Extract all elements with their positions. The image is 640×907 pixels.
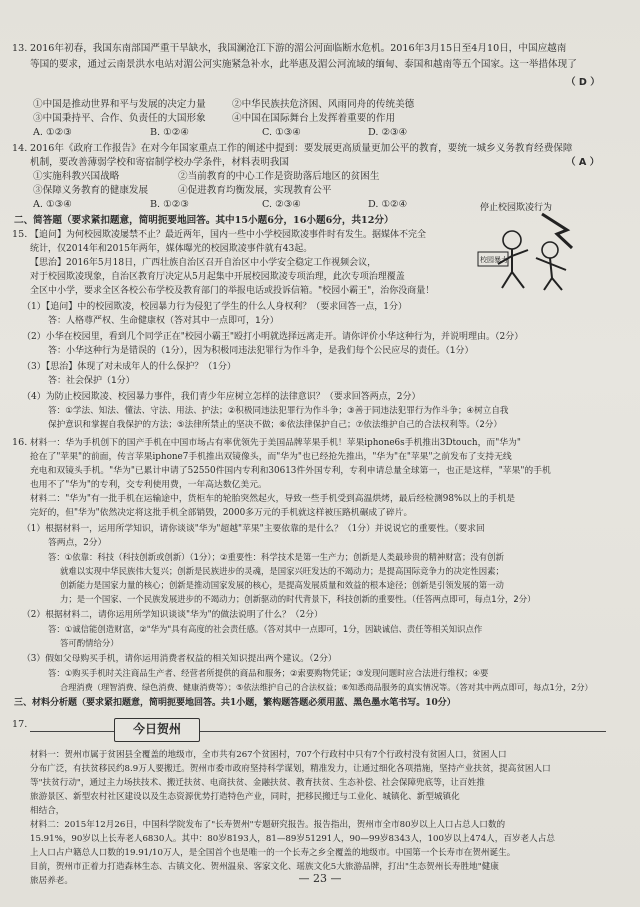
q17-number: 17. [12, 719, 28, 730]
q13-option-1: ①中国是推动世界和平与发展的决定力量 [33, 99, 206, 110]
q15-para1-line2: 统计，仅2014年和2015年两年，媒体曝光的校园欺凌事件就有43起。 [30, 244, 313, 254]
q15-sub4-answer-line1: 答：①学法、知法、懂法、守法、用法、护法；②积极同违法犯罪行为作斗争；③善于同违法犯罪行为作斗争；④树立自我 [48, 406, 509, 416]
q14-choice-d: D. ①②④ [368, 199, 408, 210]
q15-para1-line1: 【追问】为何校园欺凌屡禁不止？最近两年，国内一些中小学校园欺凌事件时有发生。据媒体不完全 [30, 230, 427, 240]
q14-option-4: ④促进教育均衡发展，实现教育公平 [178, 185, 332, 196]
q16-sub3-answer-line1: 答：①购买手机时关注商品生产者、经营者所提供的商品和服务；②索要购物凭证；③发现问题时应合法进行维权；④要 [48, 668, 489, 678]
q15-sub1-answer: 答：人格尊严权、生命健康权（答对其中一点即可，1分） [48, 316, 279, 326]
anti-bullying-cartoon [472, 200, 592, 292]
q16-sub1-answer-line3: 创新能力是国家力量的核心；创新是推动国家发展的核心，是提高发展质量和效益的根本途径；创新是引领发展的第一动 [60, 580, 504, 590]
q17-material2-line2: 15.91%，90岁以上长寿老人6830人。其中：80岁8193人，81—89岁51291人，90—99岁8343人，100岁以上474人，百岁老人占总 [30, 834, 555, 844]
q13-option-4: ④中国在国际舞台上发挥着重要的作用 [232, 113, 396, 124]
q15-para2-line2: 对于校园欺凌现象，自治区教育厅决定从5月起集中开展校园欺凌专项治理，此次专项治理覆盖 [30, 272, 405, 282]
q13-answer: （ D ） [566, 77, 600, 88]
q13-choice-b: B. ①②④ [150, 127, 189, 138]
q14-option-2: ②当前教育的中心工作是资助落后地区的贫困生 [178, 171, 380, 182]
q17-material2-line4: 目前，贺州市正着力打造森林生态、古镇文化、贺州温泉、客家文化、瑶族文化5大旅游品牌，打出"生态贺州长寿胜地"健康 [30, 862, 499, 872]
q16-sub2-answer-line1: 答：①诚信能创造财富，②"华为"具有高度的社会责任感。（答对其中一点即可，1分，因缺诚信、责任等相关知识点作 [48, 624, 483, 634]
q16-material1-line3: 充电和双镜头手机。"华为"已累计申请了52550件国内专利和30613件外国专利，专利申请总量全球第一，也正是这样，"苹果"的手机 [30, 466, 551, 476]
q17-material1-line2: 分布广泛，有扶贫移民约8.9万人要搬迁。贺州市委市政府坚持科学谋划，精准发力，让通过细化各项措施，坚持产业扶贫，提高贫困人口 [30, 764, 551, 774]
q13-choice-d: D. ②③④ [368, 127, 408, 138]
q16-material1-line2: 抢在了"苹果"的前面，传言苹果iphone7手机推出双镜像头，而"华为"也已经抢先推出，"华为"在"苹果"之前发布了支持无线 [30, 452, 512, 462]
q16-number: 16. [12, 437, 28, 448]
q13-option-3: ③中国秉持平、合作、负责任的大国形象 [33, 113, 206, 124]
q14-choice-b: B. ①②③ [150, 199, 189, 210]
q15-sub3-answer: 答：社会保护（1分） [48, 376, 135, 386]
q16-sub3-question: （3）假如父母购买手机，请你运用消费者权益的相关知识提出两个建议。（2分） [22, 654, 337, 664]
q16-material2-line2: 完好的，但"华为"依然决定将这批手机全部销毁，2000多万元的手机就这样被压路机碾成了碎片。 [30, 508, 413, 518]
q17-material1-line5: 相结合， [30, 806, 65, 816]
q16-material2-line1: 材料二："华为"有一批手机在运输途中，货柜车的轮胎突然起火，导致一些手机受到高温烘烤，最后经检测98%以上的手机是 [30, 494, 516, 504]
q15-sub4-answer-line2: 保护意识和掌握自我保护的方法；⑤法律所禁止的坚决不做；⑥依法律保护自己；⑦依法维护自己的合法权利等。（2分） [48, 420, 502, 430]
q16-sub2-answer-line2: 答可酌情给分） [60, 638, 119, 648]
q17-material1-line1: 材料一：贺州市属于贫困县全覆盖的地级市，全市共有267个贫困村，707个行政村中只有7个行政村没有贫困人口，贫困人口 [30, 750, 507, 760]
q16-sub2-question: （2）根据材料二，请你运用所学知识谈谈"华为"的做法说明了什么？（2分） [22, 610, 323, 620]
q17-material2-line3: 上人口占户籍总人口数的19.91/10万人，是全国首个也是唯一的一个长寿之乡全覆盖的地级市。中国第一个长寿市在贺州诞生。 [30, 848, 516, 858]
q14-option-3: ③保障义务教育的健康发展 [33, 185, 149, 196]
q15-number: 15. [12, 229, 28, 240]
cartoon-caption: 停止校园欺凌行为 [480, 203, 553, 213]
q17-material2-line1: 材料二：2015年12月26日，中国科学院发布了"长寿贺州"专题研究报告。报告指出，贺州市全市80岁以上人口占总人口数的 [30, 820, 506, 830]
q14-number: 14. [12, 143, 28, 154]
q15-sub4-question: （4）为防止校园欺凌、校园暴力事件，我们青少年应树立怎样的法律意识？（要求回答两点，2分） [22, 392, 421, 402]
q16-material1-line1: 材料一：华为手机创下的国产手机在中国市场占有率优领先于美国品牌苹果手机！苹果iphone6s手机推出3Dtouch，而"华为" [30, 438, 521, 448]
q13-choice-c: C. ①③④ [262, 127, 301, 138]
q16-material1-line4: 也用不了"华为"的专利，交专利使用费，一年高达数亿美元。 [30, 480, 267, 490]
q16-sub1-answer-line2: 就难以实现中华民族伟大复兴；创新是民族进步的灵魂，是国家兴旺发达的不竭动力；是提高国际竞争力的决定性因素； [60, 566, 504, 576]
q17-material1-line4: 旅游景区、新型农村社区建设以及生态资源优势打造特色产业，同时，把移民搬迁与工业化、城镇化、新型城镇化 [30, 792, 460, 802]
q13-number: 13. [12, 43, 28, 54]
q14-stem-line1: 2016年《政府工作报告》在对今年国家重点工作的阐述中提到：要发展更高质量更加公平的教育，要统一城乡义务教育经费保障 [30, 143, 573, 154]
q14-choice-a: A. ①③④ [33, 199, 72, 210]
q17-title-box: 今日贺州 [114, 718, 200, 742]
q13-choice-a: A. ①②③ [33, 127, 72, 138]
section-3-heading: 三、材料分析题（要求紧扣题意，简明扼要地回答。共1小题，繁构题答题必须用蓝、黑色墨水笔书写。10分） [14, 698, 456, 708]
q17-material2-line5: 旅居养老。 [30, 876, 73, 886]
q16-sub1-answer-line1: 答：①依靠：科技（科技创新或创新）（1分）；②重要性：科学技术是第一生产力；创新是人类最珍贵的精神财富；没有创新 [48, 552, 504, 562]
q17-material1-line3: 等"扶贫行动"，通过主力场扶技术、搬迁扶贫、电商扶贫、金融扶贫、教育扶贫、生态补偿、社会保障兜底等，让百姓推 [30, 778, 485, 788]
q14-stem-line2: 机制，要改善薄弱学校和寄宿制学校办学条件，材料表明我国 [30, 157, 290, 168]
q15-sub3-question: （3）【思治】体现了对未成年人的什么保护？（1分） [22, 362, 236, 372]
q16-sub1-question: （1）根据材料一，运用所学知识，请你谈谈"华为"超越"苹果"主要依靠的是什么？（1分）并说说它的重要性。（要求回 [22, 524, 485, 534]
q16-sub3-answer-line2: 合理消费（理智消费、绿色消费、健康消费等）；⑤依法维护自己的合法权益；⑥知悉商品服务的真实情况等。（答对其中两点即可，每点1分，2分） [60, 682, 593, 692]
q15-para2-line3: 全区中小学，要求全区各校公布学校及教育部门的举报电话或投诉信箱。"校园小霸王"，治你没商量！ [30, 286, 435, 296]
q16-sub1-question-cont: 答两点，2分） [48, 538, 107, 548]
section-2-heading: 二、简答题（要求紧扣题意，简明扼要地回答。其中15小题6分，16小题6分，共12分） [14, 215, 394, 226]
q13-stem-line1: 2016年初春，我国东南部国严重干旱缺水，我国澜沧江下游的湄公河面临断水危机。2016年3月15日至4月10日，中国应越南 [30, 43, 567, 54]
page-number: — 23 — [298, 872, 342, 885]
cartoon-sign: 校园暴力 [480, 256, 508, 264]
q13-option-2: ②中华民族扶危济困、风雨同舟的传统美德 [232, 99, 415, 110]
q13-stem-line2: 等国的要求，通过云南景洪水电站对湄公河实施紧急补水，此举惠及湄公河流域的缅甸、泰国和越南等五个国家。这一举措体现了 [30, 59, 577, 70]
q15-sub1-question: （1）【追问】中的校园欺凌，校园暴力行为侵犯了学生的什么人身权利？（要求回答一点，1分） [22, 302, 407, 312]
q15-sub2-question: （2）小华在校园里，看到几个同学正在"校园小霸王"殴打小明就选择远离走开。请你评价小华这种行为，并说明理由。（2分） [22, 332, 524, 342]
q14-option-1: ①实施科教兴国战略 [33, 171, 120, 182]
q14-choice-c: C. ②③④ [262, 199, 301, 210]
q14-answer: （ A ） [566, 157, 600, 168]
q15-sub2-answer: 答：小华这种行为是错误的（1分），因为积极同违法犯罪行为作斗争，是我们每个公民应尽的责任。（1分） [48, 346, 474, 356]
q15-para2-line1: 【思治】2016年5月18日，广西壮族自治区召开自治区中小学安全稳定工作视频会议， [30, 258, 377, 268]
q16-sub1-answer-line4: 力；是一个国家、一个民族发展进步的不竭动力；创新驱动的时代背景下，科技创新的重要性。（任答两点即可，每点1分，2分） [60, 594, 536, 604]
